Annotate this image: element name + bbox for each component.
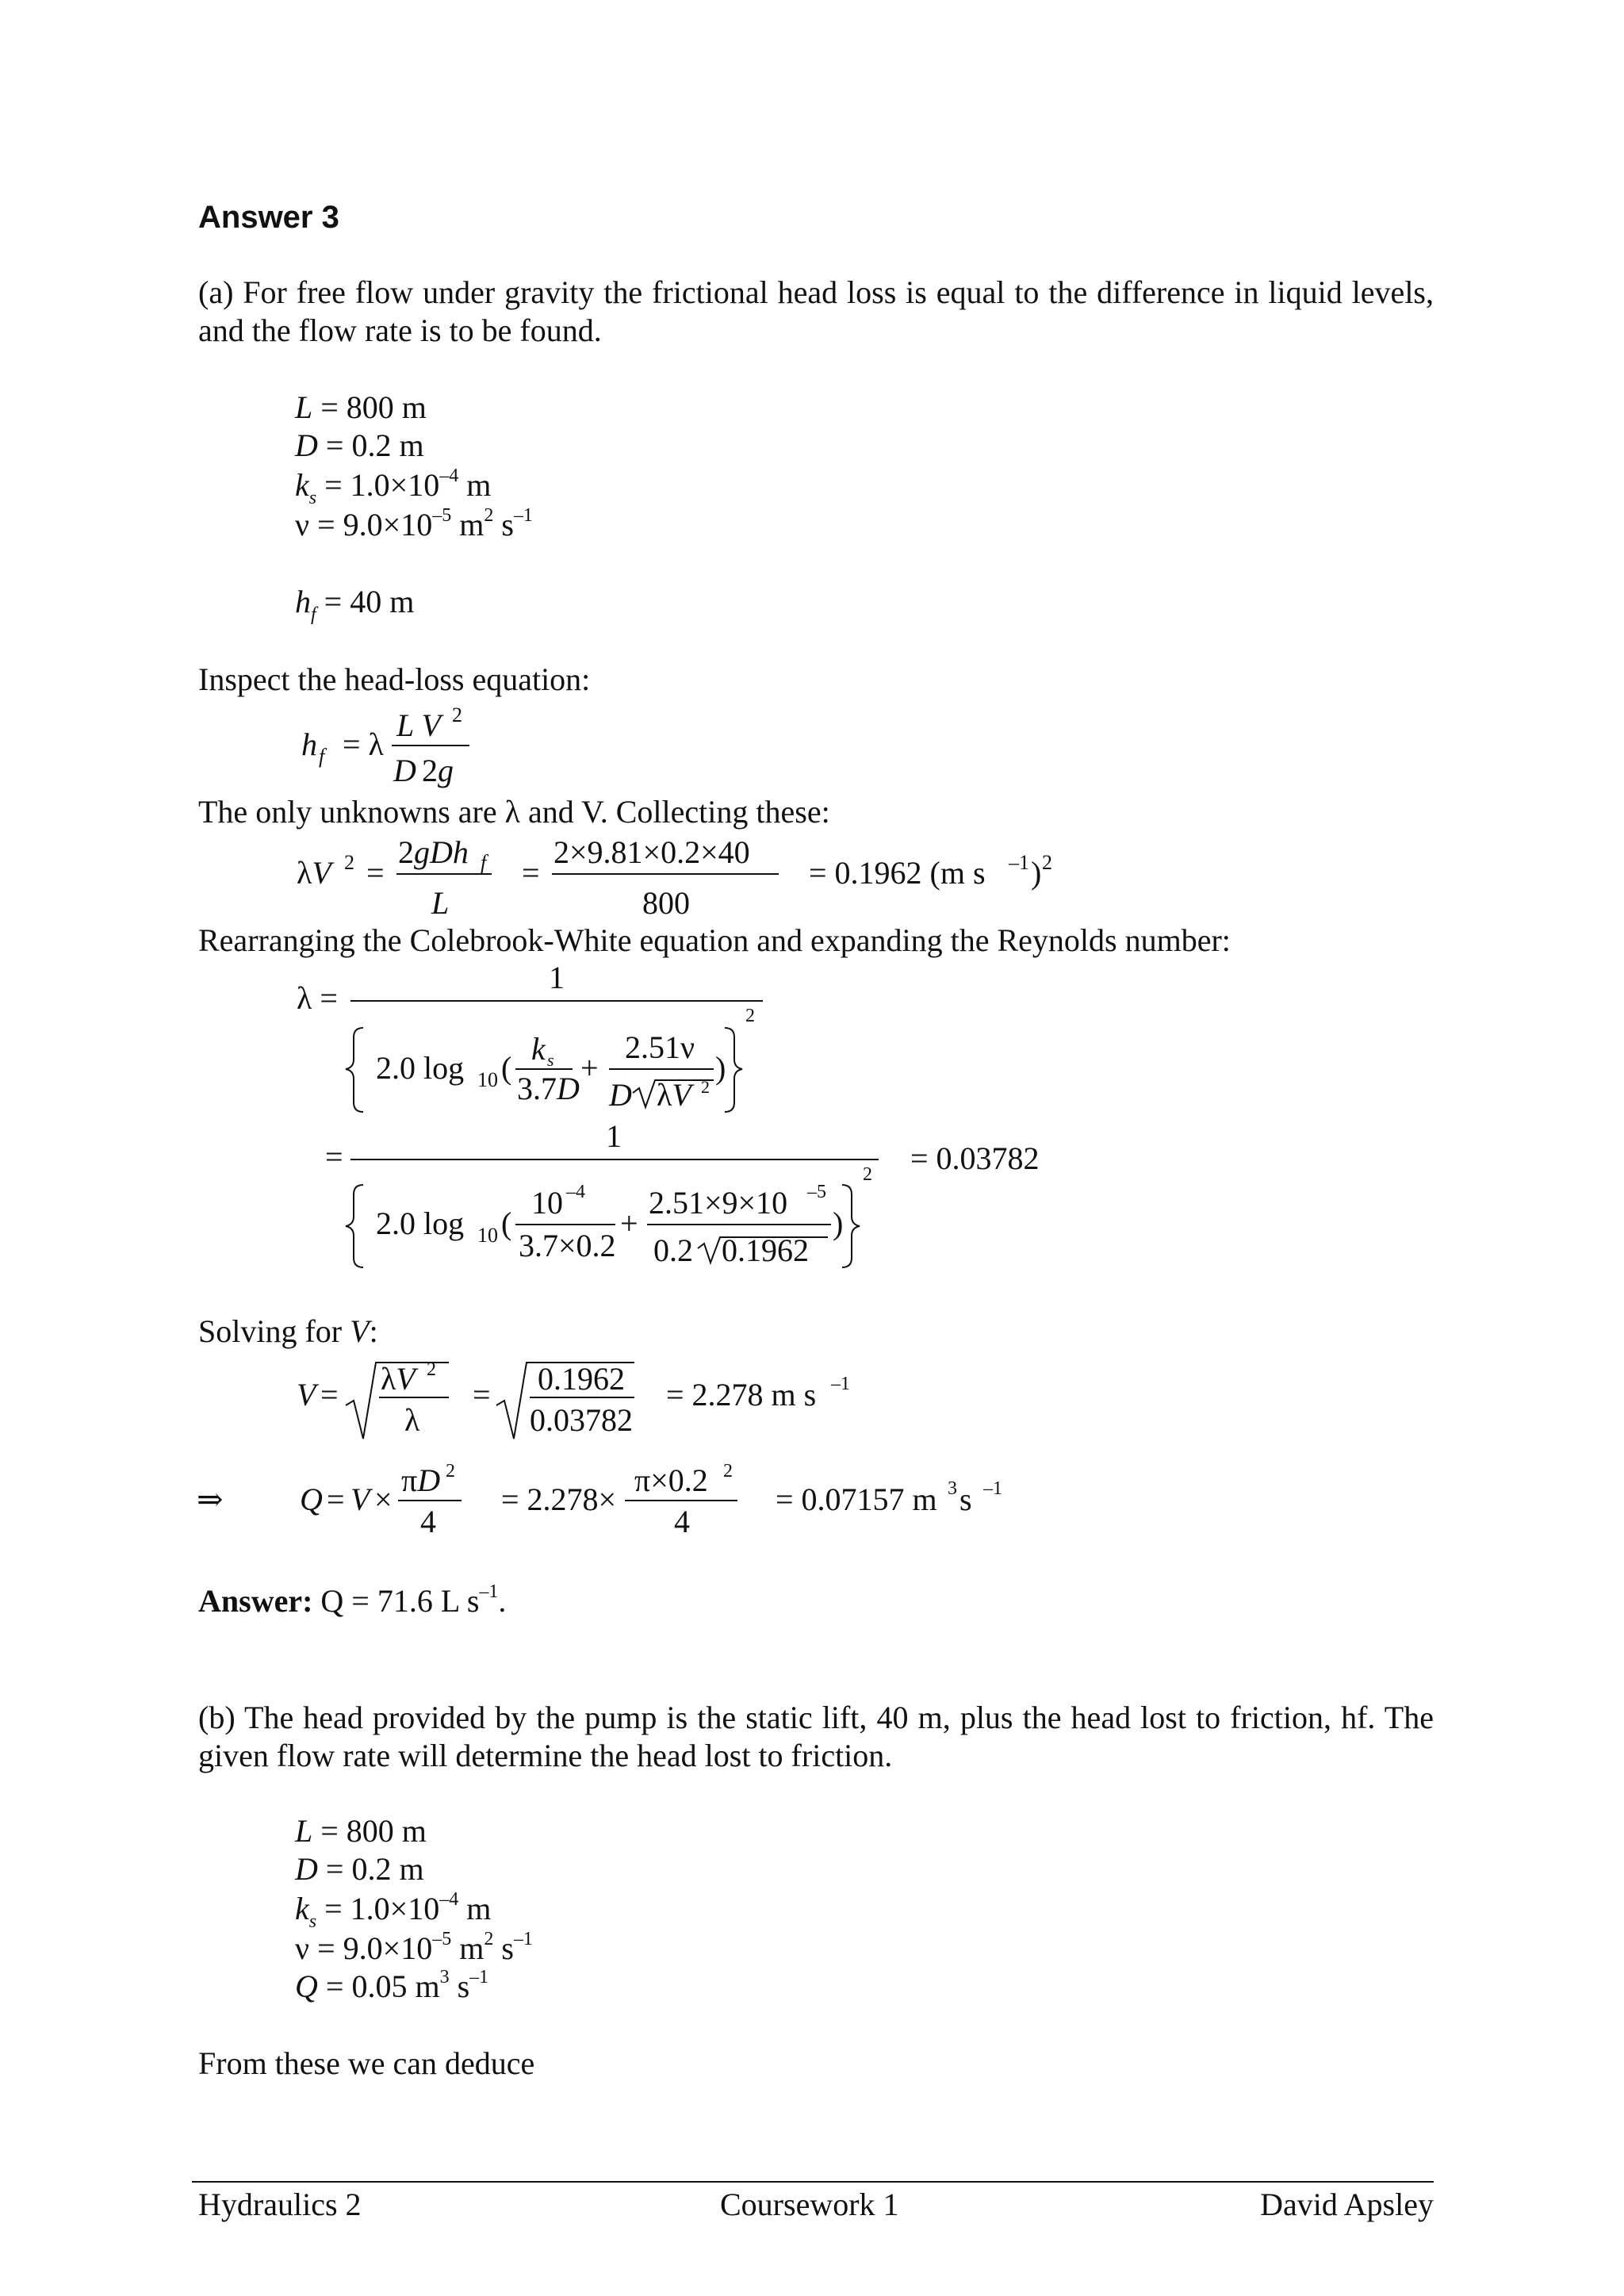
svg-text:): ) [833,1205,844,1241]
svg-text:f: f [481,851,487,874]
svg-text:2gDh: 2gDh [398,834,469,870]
svg-text:h: h [301,726,317,762]
svg-text:–1: –1 [831,1374,850,1394]
svg-text:πD: πD [401,1462,441,1498]
svg-text:0.2: 0.2 [653,1232,693,1268]
given-diameter: D = 0.2 m [295,427,424,463]
lambda-result: = 0.03782 [910,1140,1040,1176]
svg-text:f: f [319,745,325,768]
svg-text:V: V [297,1377,316,1412]
svg-text:10: 10 [477,1224,498,1247]
colebrook-equation [293,960,785,1118]
flow-result: = 0.07157 m [776,1481,937,1517]
svg-text:1: 1 [549,960,565,995]
svg-text:0.1962: 0.1962 [538,1361,625,1397]
head-loss-equation [293,698,500,793]
footer-left: Hydraulics 2 [198,2187,362,2222]
svg-text:s: s [547,1050,554,1070]
footer-right: David Apsley [1260,2187,1434,2222]
svg-text:λ: λ [404,1402,420,1438]
svg-text:–4: –4 [566,1182,585,1202]
unknowns-text: The only unknowns are λ and V. Collecting these: [198,794,830,830]
svg-text:2: 2 [427,1359,436,1380]
given-length-b: L = 800 m [295,1813,427,1849]
deduce-text: From these we can deduce [198,2045,535,2081]
given-length: L = 800 m [295,389,427,425]
given-flow-b: Q = 0.05 $m^3$ $s^{-1}$ [295,1967,489,2004]
svg-text:=: = [327,1481,345,1517]
footer-rule [192,2181,1434,2183]
svg-text:D: D [393,753,416,788]
svg-text:=: = [366,855,385,891]
svg-text:λV: λV [297,855,331,891]
svg-text:λV: λV [657,1077,691,1113]
svg-text:4: 4 [420,1504,436,1539]
velocity-result: = 2.278 m s [666,1377,817,1412]
svg-text:+: + [580,1050,599,1086]
svg-text:=: = [522,855,540,891]
collect-equation [293,831,1071,926]
svg-text:k: k [531,1031,546,1067]
svg-text:λV: λV [381,1361,416,1397]
svg-text:2.0 log: 2.0 log [376,1050,465,1086]
svg-text:π×0.2: π×0.2 [634,1462,708,1498]
answer-line: Answer: Q = 71.6 L $s^{-1}$. [198,1581,507,1619]
svg-text:2: 2 [446,1461,455,1481]
svg-text:λ =: λ = [297,980,338,1016]
svg-text:10: 10 [477,1068,498,1091]
svg-text:3: 3 [948,1478,957,1499]
svg-text:L V: L V [396,707,441,743]
svg-text:=: = [325,1139,343,1175]
svg-text:= 2.278×: = 2.278× [501,1481,617,1517]
part-a-intro: (a) For free flow under gravity the frictional head loss is equal to the difference in liquid levels, and the flow rate is to be found. [198,274,1434,348]
svg-text:2: 2 [1042,851,1052,874]
svg-text:0.03782: 0.03782 [530,1402,633,1438]
svg-text:10: 10 [531,1185,563,1221]
given-roughness: $k_s = 1.0\times 10^{-4}$ m [295,466,492,508]
svg-text:×: × [374,1481,393,1517]
svg-text:+: + [620,1205,638,1241]
svg-text:s: s [959,1481,972,1517]
svg-text:=: = [320,1377,339,1412]
svg-text:–1: –1 [983,1478,1002,1499]
svg-text:2: 2 [723,1461,733,1481]
svg-text:(: ( [501,1050,512,1086]
colebrook-text: Rearranging the Colebrook-White equation and expanding the Reynolds number: [198,922,1231,958]
svg-text:2: 2 [452,703,462,726]
solving-text: Solving for V: [198,1313,378,1349]
svg-text:800: 800 [642,885,690,921]
given-diameter-b: D = 0.2 m [295,1851,424,1887]
flow-equation [190,1450,1031,1553]
svg-text:(: ( [501,1205,512,1241]
svg-text:2: 2 [745,1006,755,1026]
svg-text:= λ: = λ [343,726,384,762]
svg-text:–1: –1 [1009,851,1029,874]
svg-text:2: 2 [701,1077,710,1097]
svg-text:3.7D: 3.7D [517,1071,580,1106]
section-heading: Answer 3 [198,200,339,235]
svg-text:2×9.81×0.2×40: 2×9.81×0.2×40 [553,834,750,870]
svg-text:D: D [609,1077,632,1113]
part-b-intro: (b) The head provided by the pump is the static lift, 40 m, plus the head lost to friction, hf. The given flow rate will determine the head lost to friction. [198,1700,1434,1773]
given-roughness-b: $k_s = 1.0\times 10^{-4}$ m [295,1889,492,1932]
svg-text:=: = [473,1377,491,1412]
svg-text:4: 4 [674,1504,690,1539]
svg-text:2: 2 [863,1164,872,1185]
svg-text:2.51ν: 2.51ν [625,1029,695,1065]
svg-text:2.51×9×10: 2.51×9×10 [649,1185,788,1221]
velocity-equation [293,1348,912,1451]
svg-text:3.7×0.2: 3.7×0.2 [519,1228,616,1263]
svg-text:⇒: ⇒ [197,1481,224,1517]
colebrook-numeric [293,1118,1071,1277]
svg-text:V: V [350,1481,370,1517]
svg-text:1: 1 [606,1118,622,1154]
svg-text:2: 2 [344,851,354,874]
svg-text:–5: –5 [807,1182,826,1202]
inspect-text: Inspect the head-loss equation: [198,661,591,697]
svg-text:L: L [431,885,450,921]
svg-text:): ) [1031,855,1042,891]
footer-center: Coursework 1 [720,2187,899,2222]
svg-text:): ) [715,1050,726,1086]
svg-text:2g: 2g [422,753,454,788]
svg-text:2.0 log: 2.0 log [376,1205,465,1241]
svg-text:0.1962: 0.1962 [722,1232,809,1268]
collect-result: = 0.1962 (m s [809,855,986,891]
given-head-loss: $h_f = 40$ m [295,584,415,625]
given-viscosity-b: $\nu = 9.0\times 10^{-5}$ $m^2$ $s^{-1}$ [295,1929,533,1966]
given-viscosity: $\nu = 9.0\times 10^{-5}$ $m^2$ $s^{-1}$ [295,505,533,542]
svg-text:Q: Q [300,1481,323,1517]
